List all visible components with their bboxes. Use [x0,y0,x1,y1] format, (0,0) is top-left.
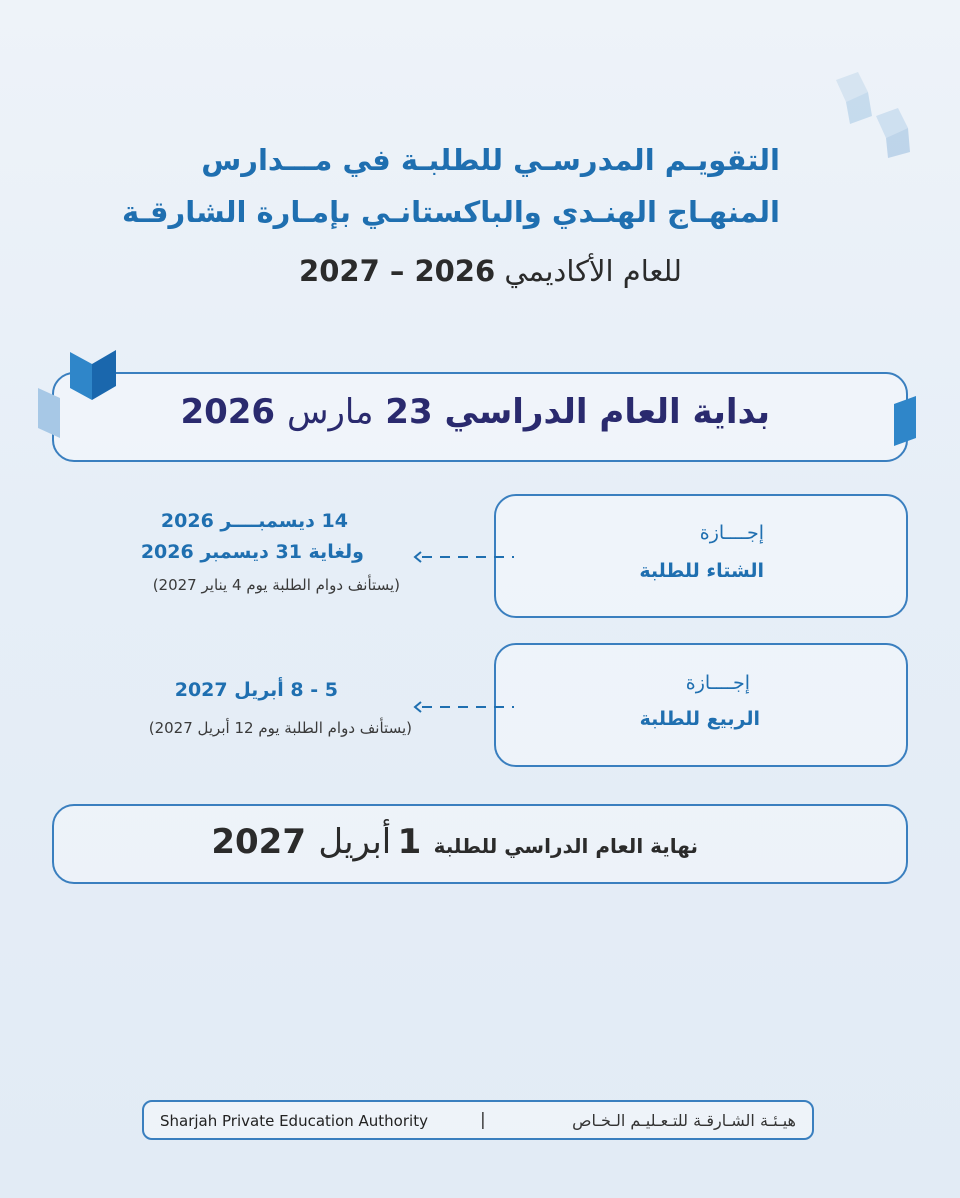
spring-arrow-icon [412,700,516,714]
winter-resume-note: (يستأنف دوام الطلبة يوم 4 يناير 2027) [152,576,400,594]
spring-date: 5 - 8 أبريل 2027 [174,679,338,701]
academic-year-prefix: للعام الأكاديمي [504,254,682,288]
end-date-day: 1 [397,822,422,862]
spring-label-line1: إجــــازة [685,672,750,694]
footer-english-name: Sharjah Private Education Authority [160,1112,428,1130]
academic-year-range: 2026 – 2027 [299,254,496,288]
academic-year [299,254,682,288]
decorative-cubes [828,72,918,162]
authority-footer [142,1100,814,1140]
winter-holiday-box [494,494,908,618]
winter-date-start: 14 ديسمبــــر 2026 [160,510,348,532]
book-icon [36,346,120,442]
end-date-year: 2027 [211,822,306,862]
winter-label-line1: إجــــازة [699,522,764,544]
start-date-month: مارس [286,392,374,432]
start-date-year: 2026 [180,392,276,432]
title-line-1: التقويـم المدرسـي للطلبـة في مـــدارس [201,143,780,177]
footer-separator: | [480,1110,486,1130]
spring-holiday-box [494,643,908,767]
title-line-2: المنهـاج الهنـدي والباكستانـي بإمـارة الشارقـة [122,195,780,229]
end-date-month: أبريل [318,822,392,862]
spring-resume-note: (يستأنف دوام الطلبة يوم 12 أبريل 2027) [148,719,412,737]
end-date-text [211,822,698,862]
winter-date-end: ولغاية 31 ديسمبر 2026 [140,541,364,563]
winter-label-line2: الشتاء للطلبة [639,560,764,582]
corner-accent-icon [892,396,918,448]
footer-arabic-name: هيـئـة الشـارقـة للتـعـليـم الـخـاص [572,1111,796,1130]
start-date-text [180,392,770,432]
spring-label-line2: الربيع للطلبة [639,708,760,730]
end-date-label: نهاية العام الدراسي للطلبة [433,834,698,858]
start-date-label: بداية العام الدراسي 23 [385,392,770,432]
winter-arrow-icon [412,550,516,564]
